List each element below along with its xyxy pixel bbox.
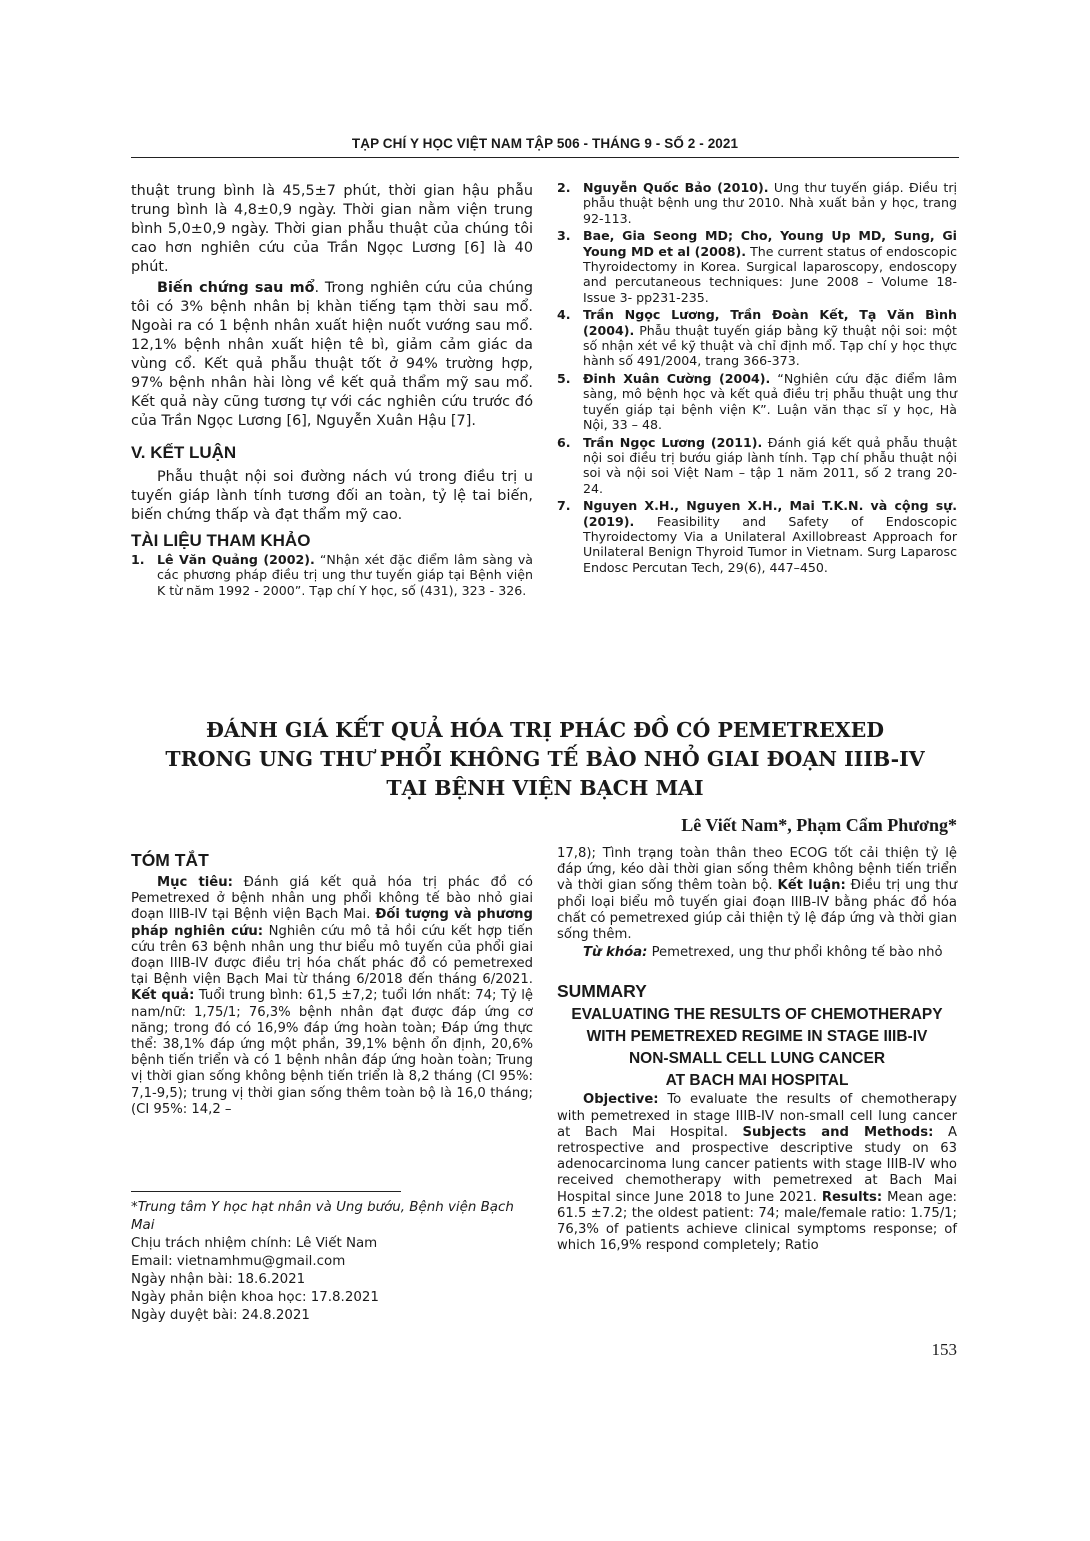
summary-methods-label: Subjects and Methods:: [742, 1124, 934, 1140]
header-rule: [131, 157, 959, 158]
page-number: 153: [931, 1340, 957, 1359]
abstract-right-column: [557, 846, 957, 1254]
objective-label: Mục tiêu:: [157, 875, 233, 890]
reference-authors: Lê Văn Quảng (2002).: [157, 552, 315, 567]
summary-results-text: Mean age: 61.5 ±7.2; the oldest patient: 74; male/female ratio: 1.75/1; 76,3% of patients achieve clinical symptoms response; of which 16,9% respond completely; Ratio: [557, 1189, 957, 1254]
paragraph-complications: [131, 279, 533, 431]
article-title-line: TRONG UNG THƯ PHỔI KHÔNG TẾ BÀO NHỎ GIAI ĐOẠN IIIB-IV: [165, 747, 925, 771]
reference-item: [557, 180, 957, 226]
summary-title-line: NON-SMALL CELL LUNG CANCER: [628, 1050, 886, 1068]
reference-text: Phẫu thuật tuyến giáp bằng kỹ thuật nội soi: một số nhận xét về kỹ thuật và chỉ định mổ. Tạp chí y học thực hành số 491/2004, trang 366-373.: [583, 322, 957, 369]
reference-number: 6.: [557, 434, 571, 450]
abstract-vi-left: [131, 850, 533, 1118]
summary-methods-text: A retrospective and prospective descriptive study on 63 adenocarcinoma lung cancer patients with stage IIIB-IV who received chemotherapy with pemetrexed at Bach Mai Hospital since June 2018 to June 2021.: [557, 1124, 957, 1205]
reference-item: [557, 228, 957, 305]
summary-objective-label: Objective:: [583, 1092, 659, 1108]
reference-number: 4.: [557, 307, 571, 323]
reference-text: “Nhận xét đặc điểm lâm sàng và các phương pháp điều trị ung thư tuyến giáp tại Bệnh viện K từ năm 1992 - 2000”. Tạp chí Y học, số (431), 323 - 326.: [157, 552, 533, 598]
reference-text: Đánh giá kết quả phẫu thuật nội soi điều trị bướu giáp lành tính. Tạp chí phẫu thuật nội soi và nội soi Việt Nam – tập 1 năm 2011, số 2 trang 20-24.: [583, 434, 957, 496]
reference-item: [131, 552, 533, 598]
reference-number: 7.: [557, 498, 571, 514]
footnote-affiliation: *Trung tâm Y học hạt nhân và Ung bướu, Bệnh viện Bạch Mai: [131, 1200, 514, 1233]
journal-header: TẠP CHÍ Y HỌC VIỆT NAM TẬP 506 - THÁNG 9 - SỐ 2 - 2021: [351, 136, 739, 151]
paragraph-duration: thuật trung bình là 45,5±7 phút, thời gian hậu phẫu trung bình là 4,8±0,9 ngày. Thời gian nằm viện trung bình 5,0±0,9 ngày. Thời gian phẫu thuật của chúng tôi cao hơn nghiên cứu của Trần Ngọc Lương [6] là 40 phút.: [131, 183, 533, 275]
methods-text: Nghiên cứu mô tả hồi cứu kết hợp tiến cứu trên 63 bệnh nhân ung thư biểu mô tuyến của phổi giai đoạn IIIB-IV được điều trị hóa chất phác đồ có pemetrexed tại Bệnh viện Bạch Mai từ tháng 6/2018 đến tháng 6/2021.: [131, 923, 534, 988]
reference-authors: Nguyễn Quốc Bảo (2010).: [583, 180, 769, 195]
abstract-heading: TÓM TẮT: [131, 850, 209, 870]
reference-authors: Trần Ngọc Lương, Trần Đoàn Kết, Tạ Văn Bình (2004).: [583, 307, 957, 338]
conclusion-label: Kết luận:: [777, 878, 846, 894]
results-text: Tuổi trung bình: 61,5 ±7,2; tuổi lớn nhất: 74; Tỷ lệ nam/nữ: 1,75/1; 76,3% bệnh nhân đạt được đáp ứng cơ năng; trong đó có 16,9% đáp ứng hoàn toàn; Đáp ứng thực thể: 38,1% đáp ứng một phần, 39,1% bệnh ổn định, 20,6% bệnh tiến triển và có 1 bệnh nhân đáp ứng hoàn toàn; Trung vị thời gian sống không bệnh tiến triển là 8,2 tháng (CI 95%: 7,1-9,5); trung vị thời gian sống thêm toàn bộ là 16,0 tháng; (CI 95%: 14,2 –: [131, 988, 534, 1117]
article-title-line: ĐÁNH GIÁ KẾT QUẢ HÓA TRỊ PHÁC ĐỒ CÓ PEMETREXED: [205, 718, 885, 742]
article-title: [131, 716, 959, 803]
conclusion-abstract-text: Điều trị ung thư phổi loại biểu mô tuyến giai đoạn IIIB-IV bằng phác đồ hóa chất có pemetrexed giúp cải thiện tỷ lệ đáp ứng và thời gian sống thêm.: [557, 878, 958, 943]
footnote-rule: [131, 1191, 401, 1192]
reference-list-left: [131, 552, 533, 598]
objective-text: Đánh giá kết quả hóa trị phác đồ có Pemetrexed ở bệnh nhân ung phổi không tế bào nhỏ giai đoạn IIIB-IV tại Bệnh viện Bạch Mai.: [131, 875, 533, 923]
reference-number: 5.: [557, 370, 571, 386]
reference-item: [557, 498, 957, 575]
reference-authors: Bae, Gia Seong MD; Cho, Young Up MD, Sung, Gi Young MD et al (2008).: [583, 228, 957, 259]
keywords-label: Từ khóa:: [583, 945, 648, 961]
keywords-text: Pemetrexed, ung thư phổi không tế bào nhỏ: [647, 945, 943, 961]
footnote-received: Ngày nhận bài: 18.6.2021: [131, 1272, 306, 1287]
summary-title-line: AT BACH MAI HOSPITAL: [665, 1072, 849, 1090]
footnote-reviewed: Ngày phản biện khoa học: 17.8.2021: [131, 1290, 379, 1305]
summary-title: [557, 1004, 957, 1092]
footnote: [131, 1199, 533, 1325]
abstract-vi-continuation: [557, 846, 957, 943]
results-continuation: 17,8); Tình trạng toàn thân theo ECOG tốt cải thiện tỷ lệ đáp ứng, kéo dài thời gian sống thêm không bệnh tiến triển và thời gian sống thêm toàn bộ.: [557, 846, 957, 894]
reference-item: [557, 435, 957, 497]
complications-text: . Trong nghiên cứu của chúng tôi có 3% bệnh nhân bị khàn tiếng tạm thời sau mổ. Ngoài ra có 1 bệnh nhân xuất hiện nuốt vướng sau mổ. 12,1% bệnh nhân xuất hiện tê bì, giảm cảm giác da vùng cổ. Kết quả phẫu thuật tốt ở 94% trường hợp, 97% bệnh nhân hài lòng về kết quả thẩm mỹ sau mổ. Kết quả này cũng tương tự với các nghiên cứu trước đó của Trần Ngọc Lương [6], Nguyễn Xuân Hậu [7].: [131, 280, 534, 429]
summary-text: [557, 1092, 957, 1254]
summary-heading: SUMMARY: [557, 981, 647, 1002]
results-label: Kết quả:: [131, 988, 195, 1004]
methods-label: Đối tượng và phương pháp nghiên cứu:: [131, 907, 534, 939]
reference-text: Feasibility and Safety of Endoscopic Thyroidectomy Via a Unilateral Axillobreast Approach for Unilateral Benign Thyroid Tumor in Vietnam. Surg Laparosc Endosc Percutan Tech, 29(6), 447–450.: [583, 513, 957, 575]
reference-number: 1.: [131, 552, 145, 567]
summary-objective-text: To evaluate the results of chemotherapy with pemetrexed in stage IIIB-IV non-small cell lung cancer at Bach Mai Hospital.: [557, 1092, 957, 1140]
reference-authors: Nguyen X.H., Nguyen X.H., Mai T.K.N. và cộng sự. (2019).: [583, 498, 957, 529]
reference-text: The current status of endoscopic Thyroidectomy in Korea. Surgical laparoscopy, endoscopy and percutaneous techniques: June 2008 – Volume 18- Issue 3- pp231-235.: [583, 243, 958, 305]
reference-item: [557, 307, 957, 369]
reference-text: Ung thư tuyến giáp. Điều trị phẫu thuật bệnh ung thư 2010. Nhà xuất bản y học, trang 92-113.: [583, 180, 958, 226]
keywords: [557, 945, 957, 961]
reference-list-right: [557, 180, 957, 577]
reference-number: 3.: [557, 228, 571, 244]
footnote-email: Email: vietnamhmu@gmail.com: [131, 1254, 346, 1269]
references-heading: TÀI LIỆU THAM KHẢO: [131, 531, 311, 550]
complications-label: Biến chứng sau mổ: [157, 280, 315, 296]
summary-title-line: WITH PEMETREXED REGIME IN STAGE IIIB-IV: [586, 1028, 928, 1046]
reference-text: “Nghiên cứu đặc điểm lâm sàng, mô bệnh học và kết quả điều trị phẫu thuật ung thư tuyến giáp tại bệnh viện K”. Luận văn thạc sĩ y học, Hà Nội, 33 – 48.: [583, 370, 957, 433]
conclusion-text: Phẫu thuật nội soi đường nách vú trong điều trị u tuyến giáp lành tính tương đối an toàn, tỷ lệ tai biến, biến chứng thấp và đạt thẩm mỹ cao.: [131, 469, 533, 523]
conclusion-heading: V. KẾT LUẬN: [131, 443, 237, 462]
article-authors: Lê Viết Nam*, Phạm Cẩm Phương*: [681, 815, 957, 835]
footnote-responsible: Chịu trách nhiệm chính: Lê Viết Nam: [131, 1236, 378, 1251]
reference-authors: Trần Ngọc Lương (2011).: [583, 434, 763, 450]
article-title-line: TẠI BỆNH VIỆN BẠCH MAI: [386, 776, 704, 800]
abstract-vi-text: [131, 875, 533, 1118]
summary-title-line: EVALUATING THE RESULTS OF CHEMOTHERAPY: [571, 1006, 943, 1024]
left-column-top: [131, 182, 533, 600]
reference-authors: Đinh Xuân Cường (2004).: [583, 370, 771, 386]
reference-number: 2.: [557, 180, 571, 195]
summary-results-label: Results:: [821, 1189, 883, 1205]
footnote-accepted: Ngày duyệt bài: 24.8.2021: [131, 1308, 310, 1323]
reference-item: [557, 371, 957, 433]
